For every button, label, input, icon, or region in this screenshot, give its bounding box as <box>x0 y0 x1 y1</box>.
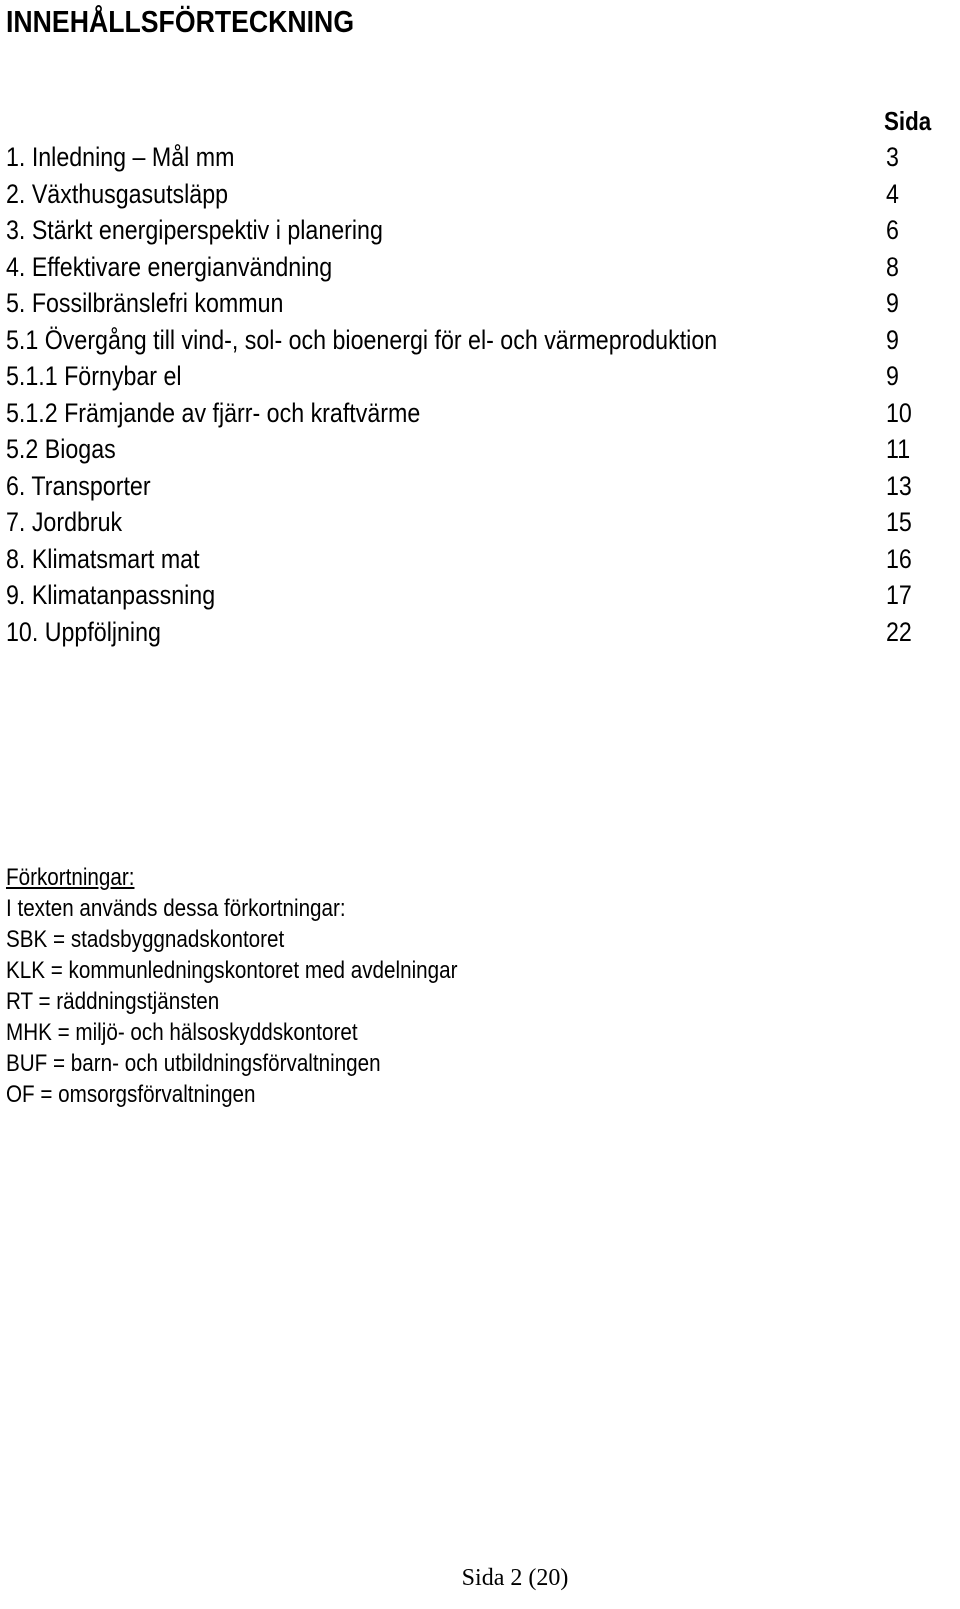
toc-entry-page: 4 <box>886 178 899 209</box>
abbreviation-item: SBK = stadsbyggnadskontoret <box>6 926 285 953</box>
abbreviation-item: MHK = miljö- och hälsoskyddskontoret <box>6 1019 358 1046</box>
toc-entry <box>6 578 926 615</box>
page-footer <box>0 1565 960 1592</box>
toc-entry <box>6 213 926 250</box>
toc-entry-label: 10. Uppföljning <box>6 616 161 647</box>
abbreviation-item: BUF = barn- och utbildningsförvaltningen <box>6 1050 381 1077</box>
page-column-header: Sida <box>884 106 932 136</box>
abbreviations-section <box>6 862 906 1110</box>
toc-entry <box>6 432 926 469</box>
toc-entry-page: 9 <box>886 288 899 318</box>
toc-entry-label: 5.2 Biogas <box>6 434 116 464</box>
toc-entry-page: 3 <box>886 142 899 172</box>
toc-entry-page: 13 <box>886 470 912 501</box>
toc-entry <box>6 177 926 214</box>
toc-entry-label: 5.1 Övergång till vind-, sol- och bioenergi för el- och värmeproduktion <box>6 324 718 355</box>
toc-entry <box>6 286 926 323</box>
abbreviations-list <box>6 924 906 1110</box>
toc-entry-label: 5. Fossilbränslefri kommun <box>6 288 284 318</box>
toc-entry <box>6 250 926 287</box>
toc-entry <box>6 323 926 360</box>
toc-entry-page: 11 <box>886 434 911 464</box>
toc-entry-page: 10 <box>886 397 912 428</box>
toc-entry-page: 22 <box>886 616 912 647</box>
toc-entry-page: 9 <box>886 361 899 391</box>
abbreviations-intro: I texten används dessa förkortningar: <box>6 895 346 922</box>
toc-entry-label: 8. Klimatsmart mat <box>6 543 200 574</box>
toc-entry <box>6 469 926 506</box>
page-title: INNEHÅLLSFÖRTECKNING <box>6 4 355 39</box>
toc-entry-page: 6 <box>886 215 899 245</box>
toc-entry-label: 7. Jordbruk <box>6 507 123 537</box>
toc-entry <box>6 615 926 652</box>
toc-entry-label: 5.1.1 Förnybar el <box>6 361 182 391</box>
toc-entry-page: 9 <box>886 324 899 355</box>
toc-entry <box>6 505 926 542</box>
toc-entry-page: 8 <box>886 251 899 282</box>
toc-entry-page: 15 <box>886 507 912 537</box>
toc-entry-label: 4. Effektivare energianvändning <box>6 251 333 282</box>
toc-entry-label: 2. Växthusgasutsläpp <box>6 178 229 209</box>
abbreviations-heading: Förkortningar: <box>6 864 135 891</box>
page-number: Sida 2 (20) <box>461 1565 569 1591</box>
toc-entry-label: 1. Inledning – Mål mm <box>6 142 235 172</box>
toc-entry <box>6 140 926 177</box>
table-of-contents <box>6 140 926 651</box>
toc-entry <box>6 359 926 396</box>
toc-entry-label: 5.1.2 Främjande av fjärr- och kraftvärme <box>6 397 421 428</box>
toc-entry-label: 3. Stärkt energiperspektiv i planering <box>6 215 383 245</box>
abbreviation-item: OF = omsorgsförvaltningen <box>6 1081 256 1108</box>
toc-entry <box>6 396 926 433</box>
toc-entry <box>6 542 926 579</box>
toc-entry-page: 16 <box>886 543 912 574</box>
abbreviation-item: KLK = kommunledningskontoret med avdelningar <box>6 957 458 984</box>
toc-entry-page: 17 <box>886 580 912 610</box>
abbreviation-item: RT = räddningstjänsten <box>6 988 220 1015</box>
toc-entry-label: 6. Transporter <box>6 470 151 501</box>
toc-entry-label: 9. Klimatanpassning <box>6 580 216 610</box>
